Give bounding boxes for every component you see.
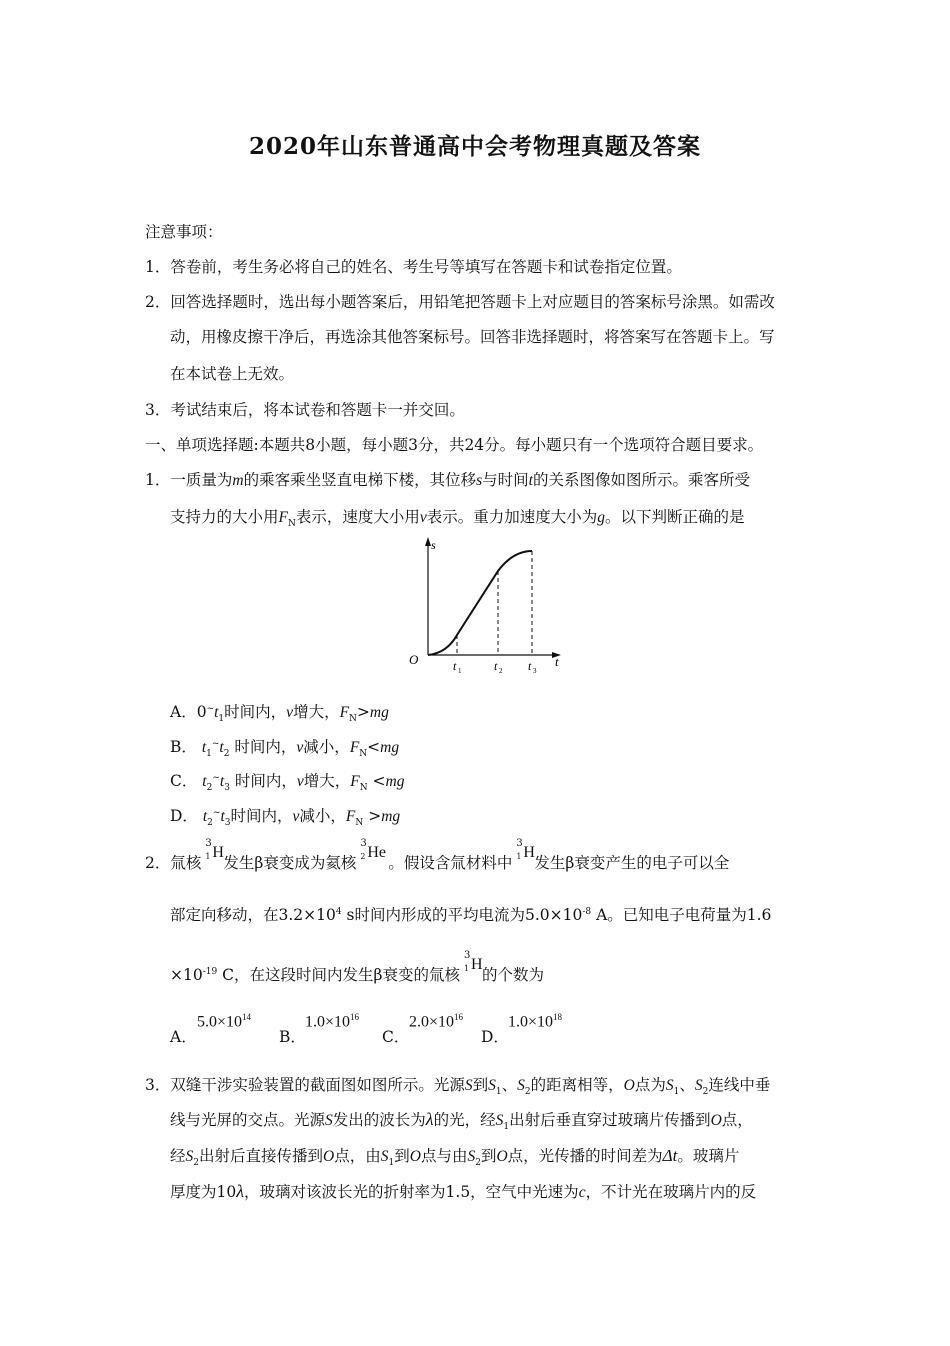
q2-line-1: 2．氚核 3 1 H 发生β衰变成为氦核 3 2 He 。假设含氚材料中 3 1 H 发生β衰变产生的电子可以全 [145,838,730,872]
s-t-curve [428,551,532,655]
helium-symbol: 3 2 He [360,838,386,861]
tritium-symbol: 3 1 H [205,838,224,861]
notice-item-3: 3．考试结束后，将本试卷和答题卡一并交回。 [145,401,465,419]
tritium-symbol: 3 1 H [463,950,483,973]
q3-line-4: 厚度为10λ，玻璃对该波长光的折射率为1.5，空气中光速为c，不计光在玻璃片内的反 [170,1181,757,1201]
q3-line-1: 3．双缝干涉实验装置的截面图如图所示。光源S到$S_1$、$S_2$的距离相等，O点为$S_1$、$S_2$连线中垂 [145,1076,771,1098]
tritium-symbol: 3 1 H [516,838,535,861]
q2-line-3: $\times 10^{-19}$ C，在这段时间内发生β衰变的氚核 3 1 H 的个数为 [170,950,544,984]
q3-line-2: 线与光屏的交点。光源S发出的波长为λ的光，经$S_1$出射后垂直穿过玻璃片传播到O点， [170,1109,753,1133]
q1-line-2: 支持力的大小用$F_N$表示，速度大小用v表示。重力加速度大小为g。以下判断正确的是 [170,508,745,530]
x-label: t [555,654,559,669]
notice-item-2-cont: 动，用橡皮擦干净后，再选涂其他答案标号。回答非选择题时，将答案写在答题卡上。写 [170,328,775,346]
notice-item-2: 2．回答选择题时，选出每小题答案后，用铅笔把答题卡上对应题目的答案标号涂黑。如需改 [145,293,775,311]
q2-line-2: 部定向移动，在$3.2\times 10^4$ s时间内形成的平均电流为$5.0\times 10^{-8}$ A。已知电子电荷量为1.6 [170,906,772,924]
notice-heading: 注意事项： [145,223,223,241]
t3-label: t [528,659,532,673]
t1-sub: 1 [458,667,462,675]
q1-line-1: 1．一质量为m的乘客乘坐竖直电梯下楼，其位移s与时间t的关系图像如图所示。乘客所受 [145,471,750,489]
t2-label: t [494,659,498,673]
t2-sub: 2 [499,667,503,675]
notice-item-2-end: 在本试卷上无效。 [170,365,295,383]
q1-option-c[interactable]: C． $t_2^\sim t_3$ 时间内，v增大，$F_N <mg$ [170,772,405,794]
origin-label: O [409,652,419,667]
y-label: s [431,538,436,552]
t1-label: t [453,659,457,673]
page-title: 2020年山东普通高中会考物理真题及答案 [248,133,701,160]
section-heading: 一、单项选择题:本题共8小题，每小题3分，共24分。每小题只有一个选项符合题目要求。 [145,436,764,454]
s-t-graph [395,533,570,678]
q1-option-a[interactable]: A．$0^\sim t_1$时间内，v增大，$F_N>mg$ [170,703,389,725]
q3-line-3: 经$S_2$出射后直接传播到O点，由$S_1$到O点与由$S_2$到O点，光传播的时间差为Δt。玻璃片 [170,1146,740,1169]
q1-option-b[interactable]: B． $t_1^\sim t_2$ 时间内，v减小，$F_N<mg$ [170,738,400,760]
q1-option-d[interactable]: D． $t_2^\sim t_3$时间内，v减小，$F_N >mg$ [170,807,401,829]
notice-item-1: 1．答卷前，考生务必将自己的姓名、考生号等填写在答题卡和试卷指定位置。 [145,258,682,276]
t3-sub: 3 [533,667,537,675]
